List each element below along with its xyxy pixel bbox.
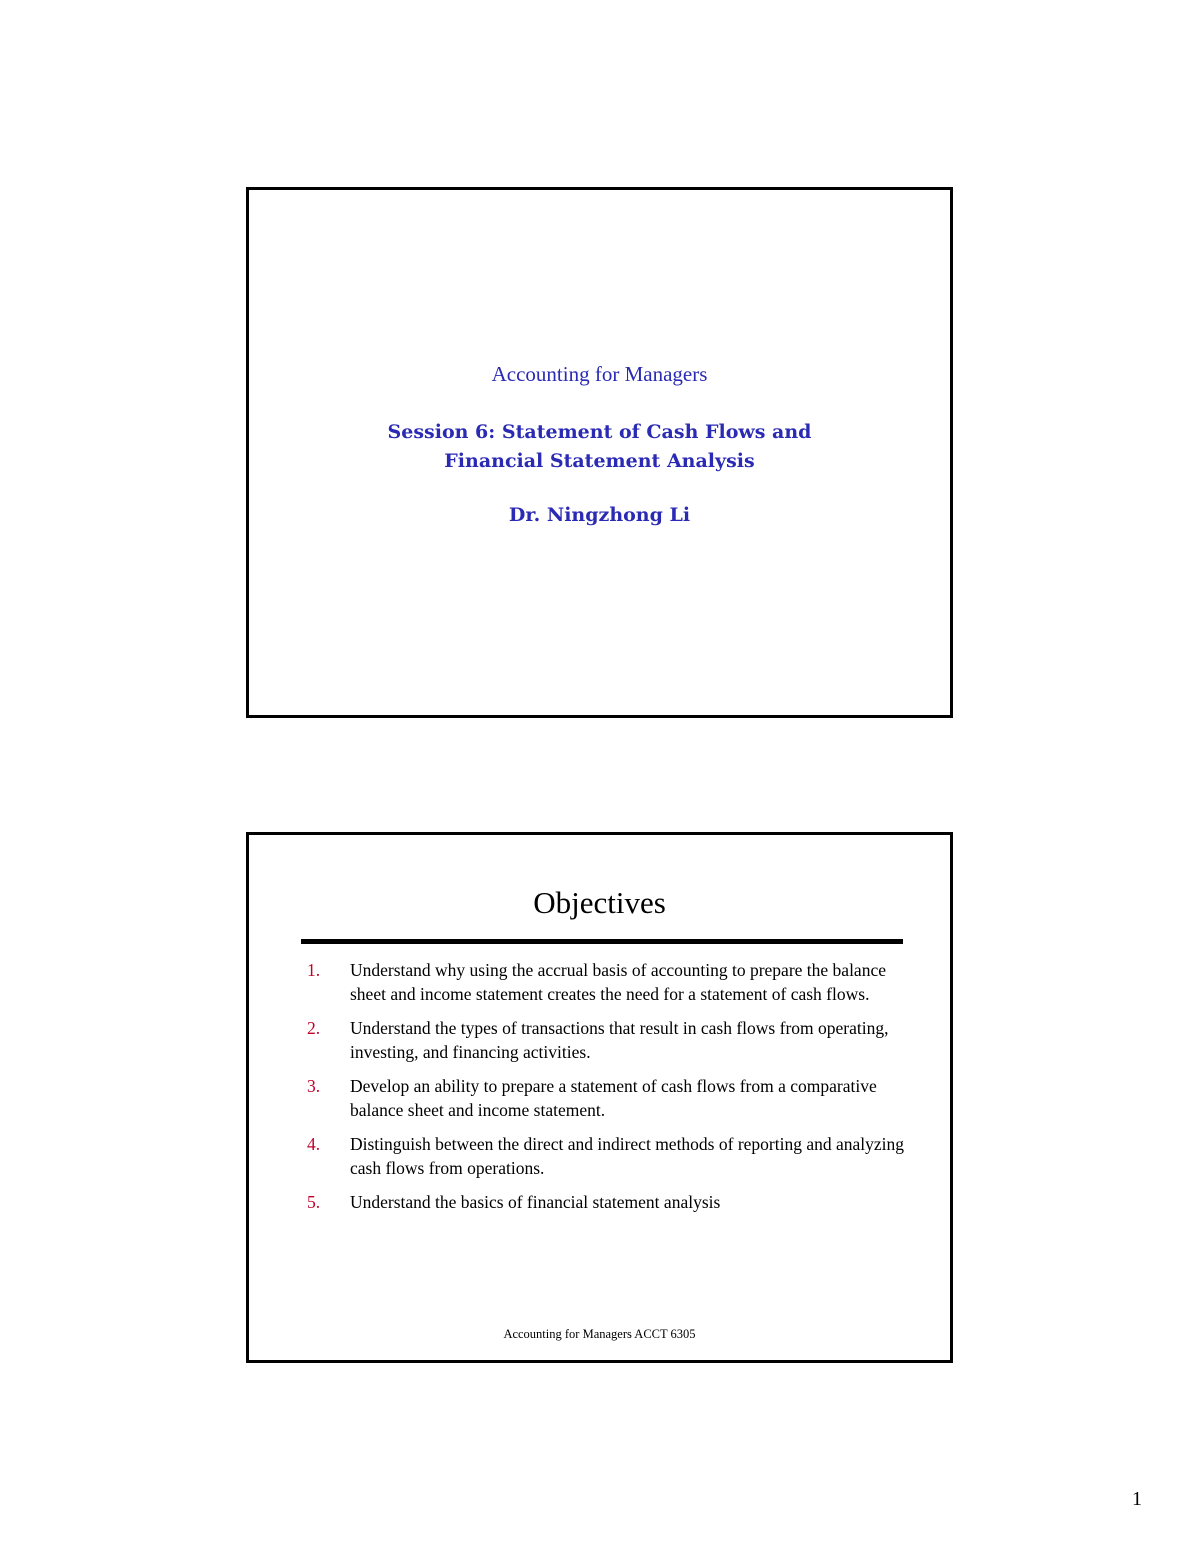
list-item: [307, 1191, 917, 1215]
list-item: [307, 1133, 917, 1180]
slide-heading: Objectives: [533, 885, 666, 920]
item-number: 1.: [307, 960, 321, 980]
item-text: Distinguish between the direct and indirect methods of reporting and analyzing cash flows from operations.: [350, 1134, 905, 1178]
slide-footer: Accounting for Managers ACCT 6305: [503, 1327, 696, 1341]
course-title: Accounting for Managers: [491, 362, 708, 386]
item-text: Develop an ability to prepare a statement of cash flows from a comparative balance sheet and income statement.: [350, 1076, 877, 1120]
session-title-line-2: Financial Statement Analysis: [444, 450, 755, 472]
item-text: Understand the types of transactions that result in cash flows from operating, investing, and financing activities.: [350, 1018, 889, 1062]
list-item: [307, 1075, 917, 1122]
item-number: 2.: [307, 1018, 321, 1038]
item-number: 4.: [307, 1134, 321, 1154]
author-name: Dr. Ningzhong Li: [508, 504, 691, 526]
page-number: 1: [1132, 1488, 1142, 1510]
objectives-list: [307, 959, 917, 1226]
item-text: Understand the basics of financial statement analysis: [350, 1192, 721, 1212]
session-title: [249, 418, 950, 476]
item-number: 5.: [307, 1192, 321, 1212]
slide-title: [246, 187, 953, 718]
heading-divider: [301, 939, 903, 944]
list-item: [307, 1017, 917, 1064]
item-number: 3.: [307, 1076, 321, 1096]
session-title-line-1: Session 6: Statement of Cash Flows and: [387, 421, 812, 443]
item-text: Understand why using the accrual basis of accounting to prepare the balance sheet and income statement creates the need for a statement of cash flows.: [350, 960, 886, 1004]
slide-objectives: [246, 832, 953, 1363]
list-item: [307, 959, 917, 1006]
